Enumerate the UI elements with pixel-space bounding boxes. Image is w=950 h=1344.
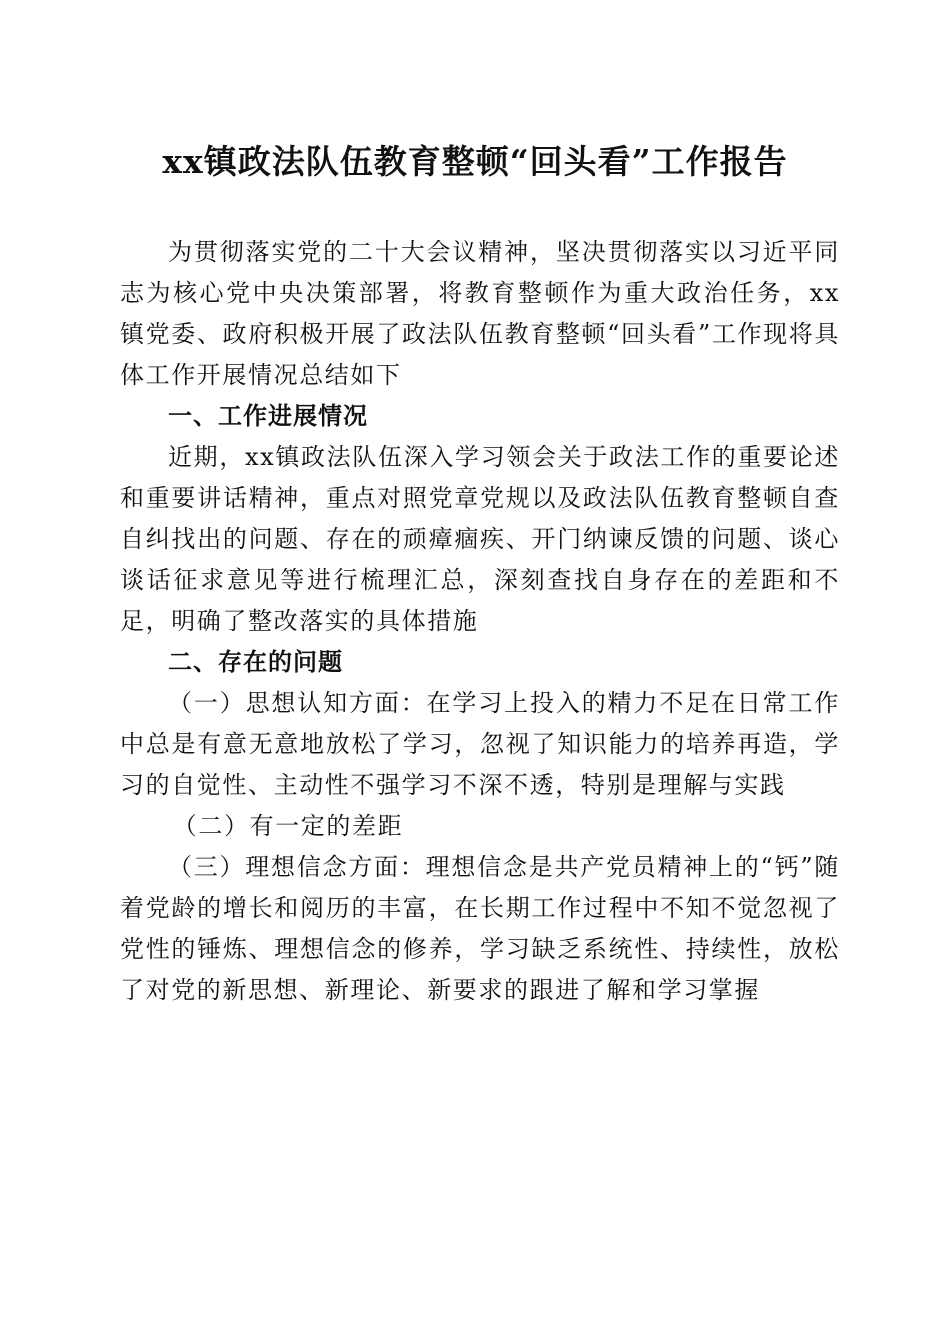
section-heading-progress: 一、工作进展情况 — [168, 402, 368, 430]
progress-paragraph: 近期，xx镇政法队伍深入学习领会关于政法工作的重要论述和重要讲话精神，重点对照党章党规以及政法队伍教育整顿自查自纠找出的问题、存在的顽瘴痼疾、开门纳谏反馈的问题、谈心谈话征求意见等进行梳理汇总，深刻查找自身存在的差距和不足，明确了整改落实的具体措施 — [120, 443, 840, 635]
document-body — [120, 232, 840, 1011]
intro-paragraph: 为贯彻落实党的二十大会议精神，坚决贯彻落实以习近平同志为核心党中央决策部署，将教育整顿作为重大政治任务，xx镇党委、政府积极开展了政法队伍教育整顿“回头看”工作现将具体工作开展情况总结如下 — [120, 238, 840, 389]
problem-paragraph-3: （三）理想信念方面：理想信念是共产党员精神上的“钙”随着党龄的增长和阅历的丰富，在长期工作过程中不知不觉忽视了党性的锤炼、理想信念的修养，学习缺乏系统性、持续性，放松了对党的新思想、新理论、新要求的跟进了解和学习掌握 — [120, 853, 840, 1004]
problem-paragraph-1: （一）思想认知方面：在学习上投入的精力不足在日常工作中总是有意无意地放松了学习，忽视了知识能力的培养再造，学习的自觉性、主动性不强学习不深不透，特别是理解与实践 — [120, 689, 840, 799]
problem-paragraph-2: （二）有一定的差距 — [172, 812, 404, 840]
section-heading-problems: 二、存在的问题 — [168, 648, 343, 676]
document-title: xx镇政法队伍教育整顿“回头看”工作报告 — [162, 142, 788, 181]
